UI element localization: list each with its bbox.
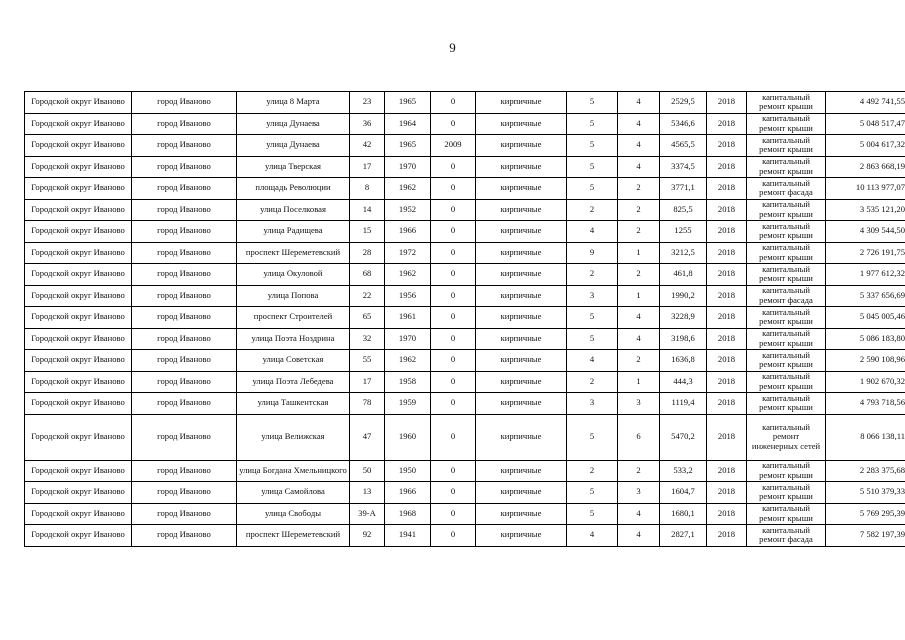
wall-material-cell: кирпичные: [476, 503, 567, 525]
house-number-cell: 8: [350, 178, 385, 200]
house-number-cell: 65: [350, 307, 385, 329]
floors-cell: 2: [567, 371, 618, 393]
house-number-cell: 15: [350, 221, 385, 243]
table-row: [25, 156, 905, 178]
street-cell: улица Поселковая: [237, 199, 350, 221]
area-cell: 1255: [660, 221, 707, 243]
wall-material-cell: кирпичные: [476, 178, 567, 200]
plan-year-cell: 2018: [707, 328, 747, 350]
municipality-cell: Городской округ Иваново: [25, 92, 132, 114]
floors-cell: 9: [567, 242, 618, 264]
wall-material-cell: кирпичные: [476, 221, 567, 243]
plan-year-cell: 2018: [707, 242, 747, 264]
floors-cell: 4: [567, 525, 618, 547]
area-cell: 3212,5: [660, 242, 707, 264]
entrances-cell: 4: [618, 156, 660, 178]
plan-year-cell: 2018: [707, 460, 747, 482]
cost-cell: 5 004 617,32: [826, 135, 905, 157]
table-row: [25, 328, 905, 350]
cost-cell: 5 769 295,39: [826, 503, 905, 525]
build-year-cell: 1972: [385, 242, 431, 264]
build-year-cell: 1966: [385, 221, 431, 243]
street-cell: улица Самойлова: [237, 482, 350, 504]
area-cell: 3771,1: [660, 178, 707, 200]
floors-cell: 5: [567, 92, 618, 114]
table-body: [25, 92, 905, 547]
build-year-cell: 1962: [385, 350, 431, 372]
table-row: [25, 460, 905, 482]
build-year-cell: 1956: [385, 285, 431, 307]
plan-year-cell: 2018: [707, 350, 747, 372]
wall-material-cell: кирпичные: [476, 199, 567, 221]
street-cell: проспект Шереметевский: [237, 525, 350, 547]
build-year-cell: 1961: [385, 307, 431, 329]
cost-cell: 5 048 517,47: [826, 113, 905, 135]
table-row: [25, 307, 905, 329]
street-cell: улица Поэта Лебедева: [237, 371, 350, 393]
entrances-cell: 1: [618, 285, 660, 307]
house-number-cell: 28: [350, 242, 385, 264]
municipality-cell: Городской округ Иваново: [25, 221, 132, 243]
reconstruction-year-cell: 0: [431, 350, 476, 372]
work-type-cell: капитальный ремонт крыши: [747, 199, 826, 221]
entrances-cell: 2: [618, 350, 660, 372]
area-cell: 5346,6: [660, 113, 707, 135]
house-number-cell: 39-А: [350, 503, 385, 525]
wall-material-cell: кирпичные: [476, 460, 567, 482]
reconstruction-year-cell: 0: [431, 525, 476, 547]
settlement-cell: город Иваново: [132, 393, 237, 415]
street-cell: улица Велижская: [237, 414, 350, 460]
work-type-cell: капитальный ремонт фасада: [747, 525, 826, 547]
wall-material-cell: кирпичные: [476, 482, 567, 504]
reconstruction-year-cell: 0: [431, 460, 476, 482]
municipality-cell: Городской округ Иваново: [25, 460, 132, 482]
settlement-cell: город Иваново: [132, 328, 237, 350]
municipality-cell: Городской округ Иваново: [25, 285, 132, 307]
wall-material-cell: кирпичные: [476, 414, 567, 460]
cost-cell: 4 793 718,56: [826, 393, 905, 415]
floors-cell: 5: [567, 178, 618, 200]
settlement-cell: город Иваново: [132, 525, 237, 547]
entrances-cell: 6: [618, 414, 660, 460]
plan-year-cell: 2018: [707, 307, 747, 329]
house-number-cell: 22: [350, 285, 385, 307]
settlement-cell: город Иваново: [132, 503, 237, 525]
plan-year-cell: 2018: [707, 199, 747, 221]
area-cell: 4565,5: [660, 135, 707, 157]
cost-cell: 4 492 741,55: [826, 92, 905, 114]
plan-year-cell: 2018: [707, 371, 747, 393]
page-number: 9: [449, 40, 456, 55]
reconstruction-year-cell: 0: [431, 393, 476, 415]
municipality-cell: Городской округ Иваново: [25, 242, 132, 264]
floors-cell: 4: [567, 350, 618, 372]
reconstruction-year-cell: 0: [431, 307, 476, 329]
cost-cell: 2 726 191,75: [826, 242, 905, 264]
build-year-cell: 1960: [385, 414, 431, 460]
floors-cell: 5: [567, 113, 618, 135]
entrances-cell: 2: [618, 221, 660, 243]
cost-cell: 1 977 612,32: [826, 264, 905, 286]
settlement-cell: город Иваново: [132, 482, 237, 504]
cost-cell: 1 902 670,32: [826, 371, 905, 393]
wall-material-cell: кирпичные: [476, 307, 567, 329]
floors-cell: 3: [567, 393, 618, 415]
municipality-cell: Городской округ Иваново: [25, 482, 132, 504]
wall-material-cell: кирпичные: [476, 264, 567, 286]
area-cell: 5470,2: [660, 414, 707, 460]
settlement-cell: город Иваново: [132, 221, 237, 243]
table-row: [25, 178, 905, 200]
settlement-cell: город Иваново: [132, 178, 237, 200]
settlement-cell: город Иваново: [132, 264, 237, 286]
build-year-cell: 1970: [385, 156, 431, 178]
reconstruction-year-cell: 0: [431, 178, 476, 200]
plan-year-cell: 2018: [707, 264, 747, 286]
entrances-cell: 3: [618, 393, 660, 415]
work-type-cell: капитальный ремонт крыши: [747, 371, 826, 393]
area-cell: 1119,4: [660, 393, 707, 415]
reconstruction-year-cell: 0: [431, 503, 476, 525]
settlement-cell: город Иваново: [132, 92, 237, 114]
entrances-cell: 4: [618, 328, 660, 350]
cost-cell: 3 535 121,20: [826, 199, 905, 221]
wall-material-cell: кирпичные: [476, 371, 567, 393]
work-type-cell: капитальный ремонт крыши: [747, 113, 826, 135]
work-type-cell: капитальный ремонт крыши: [747, 92, 826, 114]
cost-cell: 2 863 668,19: [826, 156, 905, 178]
floors-cell: 2: [567, 264, 618, 286]
build-year-cell: 1941: [385, 525, 431, 547]
table-row: [25, 135, 905, 157]
street-cell: улица Тверская: [237, 156, 350, 178]
municipality-cell: Городской округ Иваново: [25, 525, 132, 547]
floors-cell: 5: [567, 135, 618, 157]
house-number-cell: 17: [350, 371, 385, 393]
settlement-cell: город Иваново: [132, 350, 237, 372]
street-cell: проспект Строителей: [237, 307, 350, 329]
reconstruction-year-cell: 0: [431, 285, 476, 307]
house-number-cell: 23: [350, 92, 385, 114]
street-cell: улица Радищева: [237, 221, 350, 243]
wall-material-cell: кирпичные: [476, 350, 567, 372]
floors-cell: 5: [567, 503, 618, 525]
house-number-cell: 17: [350, 156, 385, 178]
entrances-cell: 2: [618, 264, 660, 286]
wall-material-cell: кирпичные: [476, 393, 567, 415]
build-year-cell: 1966: [385, 482, 431, 504]
work-type-cell: капитальный ремонт фасада: [747, 285, 826, 307]
house-number-cell: 78: [350, 393, 385, 415]
plan-year-cell: 2018: [707, 221, 747, 243]
table-row: [25, 393, 905, 415]
floors-cell: 3: [567, 285, 618, 307]
house-number-cell: 36: [350, 113, 385, 135]
entrances-cell: 2: [618, 178, 660, 200]
build-year-cell: 1965: [385, 92, 431, 114]
wall-material-cell: кирпичные: [476, 156, 567, 178]
reconstruction-year-cell: 0: [431, 156, 476, 178]
plan-year-cell: 2018: [707, 92, 747, 114]
cost-cell: 5 337 656,69: [826, 285, 905, 307]
street-cell: улица Окуловой: [237, 264, 350, 286]
municipality-cell: Городской округ Иваново: [25, 414, 132, 460]
street-cell: улица Свободы: [237, 503, 350, 525]
cost-cell: 8 066 138,11: [826, 414, 905, 460]
work-type-cell: капитальный ремонт крыши: [747, 460, 826, 482]
table-row: [25, 285, 905, 307]
house-number-cell: 32: [350, 328, 385, 350]
table-row: [25, 350, 905, 372]
reconstruction-year-cell: 0: [431, 264, 476, 286]
work-type-cell: капитальный ремонт крыши: [747, 156, 826, 178]
entrances-cell: 4: [618, 503, 660, 525]
work-type-cell: капитальный ремонт крыши: [747, 503, 826, 525]
settlement-cell: город Иваново: [132, 414, 237, 460]
area-cell: 2827,1: [660, 525, 707, 547]
work-type-cell: капитальный ремонт крыши: [747, 393, 826, 415]
reconstruction-year-cell: 0: [431, 199, 476, 221]
settlement-cell: город Иваново: [132, 285, 237, 307]
street-cell: улица Дунаева: [237, 113, 350, 135]
wall-material-cell: кирпичные: [476, 135, 567, 157]
reconstruction-year-cell: 0: [431, 414, 476, 460]
work-type-cell: капитальный ремонт крыши: [747, 350, 826, 372]
table-row: [25, 113, 905, 135]
wall-material-cell: кирпичные: [476, 328, 567, 350]
reconstruction-year-cell: 0: [431, 221, 476, 243]
cost-cell: 7 582 197,39: [826, 525, 905, 547]
municipality-cell: Городской округ Иваново: [25, 199, 132, 221]
build-year-cell: 1952: [385, 199, 431, 221]
settlement-cell: город Иваново: [132, 242, 237, 264]
area-cell: 1680,1: [660, 503, 707, 525]
table-row: [25, 482, 905, 504]
entrances-cell: 4: [618, 307, 660, 329]
entrances-cell: 4: [618, 135, 660, 157]
floors-cell: 5: [567, 156, 618, 178]
municipality-cell: Городской округ Иваново: [25, 393, 132, 415]
house-number-cell: 68: [350, 264, 385, 286]
house-number-cell: 14: [350, 199, 385, 221]
municipality-cell: Городской округ Иваново: [25, 371, 132, 393]
build-year-cell: 1968: [385, 503, 431, 525]
street-cell: улица Попова: [237, 285, 350, 307]
table-row: [25, 242, 905, 264]
reconstruction-year-cell: 0: [431, 242, 476, 264]
municipality-cell: Городской округ Иваново: [25, 113, 132, 135]
area-cell: 461,8: [660, 264, 707, 286]
cost-cell: 5 086 183,80: [826, 328, 905, 350]
reconstruction-year-cell: 0: [431, 113, 476, 135]
reconstruction-year-cell: 0: [431, 92, 476, 114]
build-year-cell: 1965: [385, 135, 431, 157]
table-row: [25, 92, 905, 114]
work-type-cell: капитальный ремонт крыши: [747, 264, 826, 286]
floors-cell: 5: [567, 414, 618, 460]
buildings-table: [24, 91, 905, 547]
entrances-cell: 4: [618, 113, 660, 135]
municipality-cell: Городской округ Иваново: [25, 503, 132, 525]
reconstruction-year-cell: 0: [431, 371, 476, 393]
work-type-cell: капитальный ремонт крыши: [747, 135, 826, 157]
cost-cell: 2 283 375,68: [826, 460, 905, 482]
settlement-cell: город Иваново: [132, 460, 237, 482]
settlement-cell: город Иваново: [132, 371, 237, 393]
table-row: [25, 199, 905, 221]
plan-year-cell: 2018: [707, 178, 747, 200]
table-row: [25, 414, 905, 460]
entrances-cell: 2: [618, 460, 660, 482]
house-number-cell: 55: [350, 350, 385, 372]
house-number-cell: 50: [350, 460, 385, 482]
work-type-cell: капитальный ремонт крыши: [747, 221, 826, 243]
street-cell: улица 8 Марта: [237, 92, 350, 114]
street-cell: улица Поэта Ноздрина: [237, 328, 350, 350]
entrances-cell: 2: [618, 199, 660, 221]
plan-year-cell: 2018: [707, 503, 747, 525]
area-cell: 825,5: [660, 199, 707, 221]
municipality-cell: Городской округ Иваново: [25, 178, 132, 200]
area-cell: 1636,8: [660, 350, 707, 372]
cost-cell: 10 113 977,07: [826, 178, 905, 200]
floors-cell: 5: [567, 328, 618, 350]
area-cell: 3228,9: [660, 307, 707, 329]
plan-year-cell: 2018: [707, 285, 747, 307]
municipality-cell: Городской округ Иваново: [25, 350, 132, 372]
street-cell: улица Ташкентская: [237, 393, 350, 415]
street-cell: улица Дунаева: [237, 135, 350, 157]
entrances-cell: 3: [618, 482, 660, 504]
street-cell: площадь Революции: [237, 178, 350, 200]
plan-year-cell: 2018: [707, 525, 747, 547]
area-cell: 2529,5: [660, 92, 707, 114]
plan-year-cell: 2018: [707, 135, 747, 157]
work-type-cell: капитальный ремонт крыши: [747, 307, 826, 329]
street-cell: улица Советская: [237, 350, 350, 372]
settlement-cell: город Иваново: [132, 199, 237, 221]
area-cell: 3374,5: [660, 156, 707, 178]
table-row: [25, 221, 905, 243]
wall-material-cell: кирпичные: [476, 525, 567, 547]
build-year-cell: 1970: [385, 328, 431, 350]
build-year-cell: 1962: [385, 178, 431, 200]
cost-cell: 4 309 544,50: [826, 221, 905, 243]
work-type-cell: капитальный ремонт крыши: [747, 328, 826, 350]
house-number-cell: 42: [350, 135, 385, 157]
floors-cell: 2: [567, 460, 618, 482]
house-number-cell: 47: [350, 414, 385, 460]
build-year-cell: 1959: [385, 393, 431, 415]
area-cell: 444,3: [660, 371, 707, 393]
reconstruction-year-cell: 0: [431, 328, 476, 350]
entrances-cell: 1: [618, 371, 660, 393]
settlement-cell: город Иваново: [132, 113, 237, 135]
wall-material-cell: кирпичные: [476, 113, 567, 135]
municipality-cell: Городской округ Иваново: [25, 156, 132, 178]
municipality-cell: Городской округ Иваново: [25, 307, 132, 329]
settlement-cell: город Иваново: [132, 135, 237, 157]
floors-cell: 5: [567, 307, 618, 329]
settlement-cell: город Иваново: [132, 156, 237, 178]
municipality-cell: Городской округ Иваново: [25, 264, 132, 286]
work-type-cell: капитальный ремонт инженерных сетей: [747, 414, 826, 460]
entrances-cell: 4: [618, 525, 660, 547]
table-row: [25, 264, 905, 286]
wall-material-cell: кирпичные: [476, 92, 567, 114]
municipality-cell: Городской округ Иваново: [25, 135, 132, 157]
municipality-cell: Городской округ Иваново: [25, 328, 132, 350]
build-year-cell: 1964: [385, 113, 431, 135]
work-type-cell: капитальный ремонт крыши: [747, 242, 826, 264]
reconstruction-year-cell: 2009: [431, 135, 476, 157]
entrances-cell: 1: [618, 242, 660, 264]
plan-year-cell: 2018: [707, 156, 747, 178]
area-cell: 1604,7: [660, 482, 707, 504]
plan-year-cell: 2018: [707, 482, 747, 504]
work-type-cell: капитальный ремонт фасада: [747, 178, 826, 200]
table-row: [25, 525, 905, 547]
cost-cell: 2 590 108,96: [826, 350, 905, 372]
floors-cell: 4: [567, 221, 618, 243]
wall-material-cell: кирпичные: [476, 285, 567, 307]
floors-cell: 2: [567, 199, 618, 221]
work-type-cell: капитальный ремонт крыши: [747, 482, 826, 504]
build-year-cell: 1962: [385, 264, 431, 286]
area-cell: 1990,2: [660, 285, 707, 307]
house-number-cell: 13: [350, 482, 385, 504]
cost-cell: 5 510 379,33: [826, 482, 905, 504]
area-cell: 3198,6: [660, 328, 707, 350]
entrances-cell: 4: [618, 92, 660, 114]
plan-year-cell: 2018: [707, 393, 747, 415]
build-year-cell: 1958: [385, 371, 431, 393]
area-cell: 533,2: [660, 460, 707, 482]
street-cell: проспект Шереметевский: [237, 242, 350, 264]
settlement-cell: город Иваново: [132, 307, 237, 329]
floors-cell: 5: [567, 482, 618, 504]
wall-material-cell: кирпичные: [476, 242, 567, 264]
plan-year-cell: 2018: [707, 414, 747, 460]
build-year-cell: 1950: [385, 460, 431, 482]
house-number-cell: 92: [350, 525, 385, 547]
cost-cell: 5 045 005,46: [826, 307, 905, 329]
street-cell: улица Богдана Хмельницкого: [237, 460, 350, 482]
table-row: [25, 371, 905, 393]
plan-year-cell: 2018: [707, 113, 747, 135]
reconstruction-year-cell: 0: [431, 482, 476, 504]
table-row: [25, 503, 905, 525]
